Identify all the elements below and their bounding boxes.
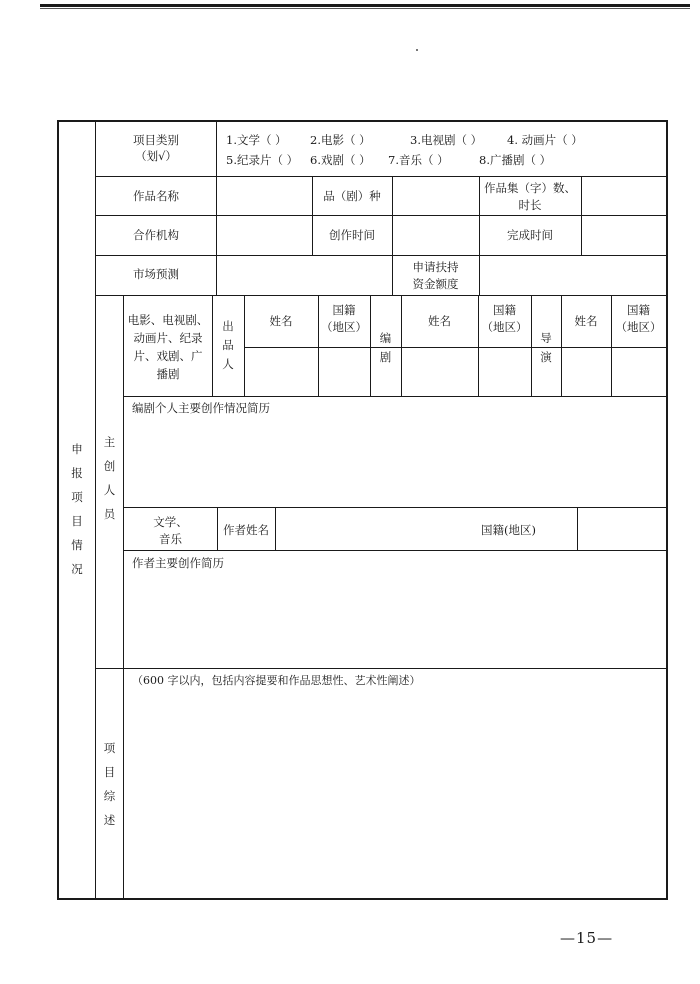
- col-line: [244, 295, 245, 396]
- col-line: [392, 176, 393, 255]
- category-option-music[interactable]: 7.音乐（ ）: [388, 153, 449, 167]
- producer-label-char: 人: [222, 357, 234, 371]
- row-line: [123, 507, 667, 508]
- producer-nationality-header: [318, 304, 370, 334]
- lit-music-label: [124, 514, 217, 548]
- producer-label-char: 出: [222, 319, 234, 333]
- film-types-line: 播剧: [156, 367, 180, 381]
- director-name-header: 姓名: [574, 314, 598, 328]
- author-bio-label: 作者主要创作简历: [132, 556, 224, 570]
- author-nationality-label: 国籍(地区): [481, 523, 536, 537]
- category-option-documentary[interactable]: 5.纪录片（ ）: [226, 153, 299, 167]
- director-label-char: 导: [540, 331, 552, 345]
- col-line: [577, 507, 578, 550]
- completion-time-label: 完成时间: [507, 228, 553, 242]
- side-label-char: 申: [71, 442, 83, 456]
- category-option-animation[interactable]: 4. 动画片（ ）: [507, 133, 583, 147]
- funding-label: [392, 261, 479, 291]
- producer-label-char: 品: [222, 338, 234, 352]
- screenwriter-nationality-header: [478, 304, 531, 334]
- nationality-line2: （地区）: [615, 320, 662, 335]
- summary-label-char: 述: [103, 813, 116, 827]
- creators-label-char: 人: [103, 483, 116, 497]
- table-border-top: [57, 120, 668, 122]
- episodes-label-line2: 时长: [518, 198, 542, 213]
- col-line: [275, 507, 276, 550]
- director-label-char: 演: [540, 350, 552, 364]
- side-label: [59, 437, 95, 581]
- nationality-line1: 国籍: [493, 303, 516, 317]
- summary-label-char: 综: [103, 789, 116, 803]
- summary-label-char: 目: [103, 765, 116, 779]
- nationality-line1: 国籍: [332, 303, 356, 317]
- film-types-line: 片、戏剧、广: [133, 349, 203, 363]
- director-nationality-header: [611, 304, 666, 334]
- category-label-line1: 项目类别: [133, 133, 179, 147]
- summary-label: [96, 736, 123, 832]
- divider-creators: [123, 295, 124, 899]
- col-line: [581, 176, 582, 255]
- nationality-line1: 国籍: [627, 303, 650, 317]
- episodes-label: [479, 182, 581, 212]
- row-line: [95, 668, 667, 669]
- screenwriter-label-char: 剧: [379, 350, 392, 364]
- film-types-line: 电影、电视剧、: [127, 313, 209, 327]
- row-line-inner: [244, 347, 667, 348]
- top-rule: [40, 4, 690, 7]
- scan-speck: [416, 49, 418, 51]
- film-types-label: [124, 311, 212, 383]
- creators-label-char: 创: [103, 459, 116, 473]
- nationality-line2: （地区）: [321, 320, 367, 335]
- row-line: [123, 550, 667, 551]
- creators-label: [96, 430, 123, 526]
- creators-label-char: 主: [103, 435, 116, 449]
- table-border-bottom: [57, 898, 668, 900]
- funding-label-line1: 申请扶持: [412, 260, 459, 274]
- genre-label: 品（剧）种: [323, 189, 381, 203]
- side-label-char: 情: [71, 538, 83, 552]
- market-label: 市场预测: [133, 267, 179, 281]
- row-line: [123, 396, 667, 397]
- side-label-char: 项: [71, 490, 83, 504]
- category-label: [96, 134, 216, 163]
- col-line: [312, 176, 313, 255]
- side-label-char: 目: [71, 514, 83, 528]
- page-number: —15—: [560, 929, 614, 947]
- table-border-right: [666, 120, 668, 900]
- film-types-line: 动画片、纪录: [133, 331, 203, 345]
- funding-label-line2: 资金额度: [412, 277, 459, 292]
- top-rule-thin: [40, 8, 690, 9]
- producer-label: [212, 317, 244, 374]
- category-option-tv-drama[interactable]: 3.电视剧（ ）: [410, 133, 483, 147]
- summary-label-char: 项: [103, 741, 116, 755]
- category-label-line2: （划√）: [135, 149, 177, 164]
- col-line: [216, 121, 217, 295]
- col-line: [561, 295, 562, 396]
- category-option-radio-drama[interactable]: 8.广播剧（ ）: [479, 153, 552, 167]
- nationality-line2: （地区）: [481, 320, 528, 335]
- category-option-literature[interactable]: 1.文学（ ）: [226, 133, 287, 147]
- screenwriter-label-char: 编: [379, 331, 392, 345]
- category-option-drama[interactable]: 6.戏剧（ ）: [310, 153, 371, 167]
- category-option-film[interactable]: 2.电影（ ）: [310, 133, 371, 147]
- side-label-char: 况: [71, 562, 83, 576]
- episodes-label-line1: 作品集（字）数、: [484, 181, 576, 195]
- creation-time-label: 创作时间: [329, 228, 375, 242]
- screenwriter-bio-label: 编剧个人主要创作情况简历: [132, 401, 270, 415]
- partner-label: 合作机构: [133, 228, 179, 242]
- col-line: [401, 295, 402, 396]
- screenwriter-name-header: 姓名: [428, 314, 451, 328]
- lit-music-line2: 音乐: [159, 532, 182, 546]
- row-line: [95, 295, 667, 296]
- row-line: [95, 255, 667, 256]
- screenwriter-label: [370, 329, 401, 367]
- lit-music-line1: 文学、: [153, 515, 188, 529]
- work-name-label: 作品名称: [133, 189, 179, 203]
- creators-label-char: 员: [103, 507, 116, 521]
- summary-hint: （600 字以内，包括内容提要和作品思想性、艺术性阐述）: [132, 674, 421, 687]
- director-label: [531, 329, 561, 367]
- side-label-char: 报: [71, 466, 83, 480]
- author-name-label: 作者姓名: [223, 523, 269, 537]
- producer-name-header: 姓名: [269, 314, 293, 328]
